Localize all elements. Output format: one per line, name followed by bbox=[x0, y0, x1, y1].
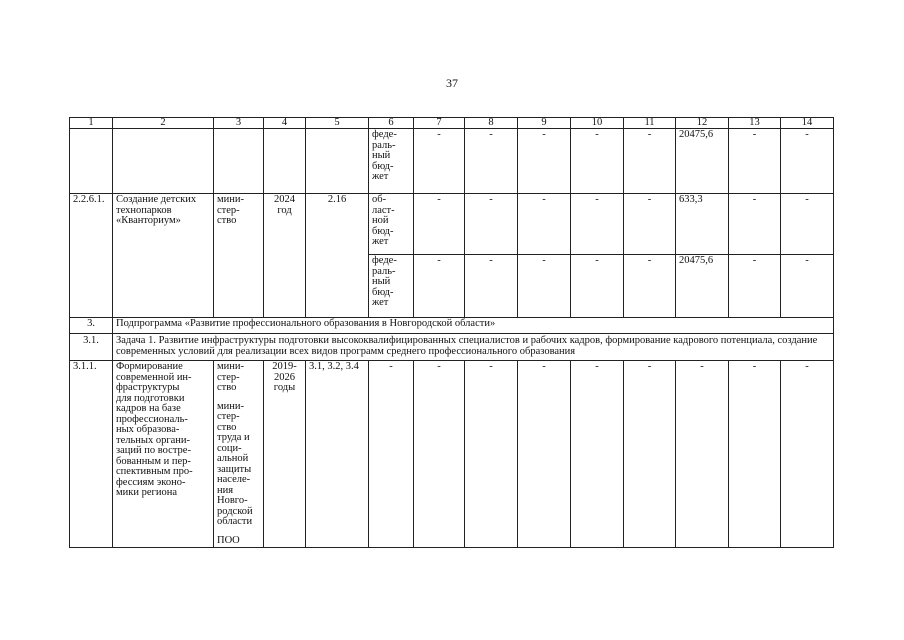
budget-table bbox=[69, 117, 834, 548]
header-cell: 6 bbox=[369, 118, 414, 129]
value-cell: - bbox=[571, 255, 624, 318]
table-row bbox=[70, 334, 834, 361]
header-cell: 7 bbox=[414, 118, 465, 129]
header-cell: 12 bbox=[676, 118, 729, 129]
value-cell: - bbox=[465, 129, 518, 194]
period-cell: 2024 год bbox=[264, 194, 306, 318]
value-cell: - bbox=[414, 194, 465, 255]
row-number-cell: 3.1. bbox=[70, 334, 113, 361]
executor-cell bbox=[214, 361, 264, 548]
task-title-cell: Задача 1. Развитие инфраструктуры подготовки высококвалифицированных специалистов и рабочих кадров, формирование кадрового потенциала, создание современных условий для реализации всех видов программ среднего профессионального образования bbox=[113, 334, 834, 361]
value-cell: - bbox=[518, 255, 571, 318]
value-cell: - bbox=[729, 129, 781, 194]
value-cell: - bbox=[624, 194, 676, 255]
value-cell: - bbox=[414, 361, 465, 548]
value-cell: - bbox=[781, 361, 834, 548]
funding-source-cell: феде- раль- ный бюд- жет bbox=[369, 255, 414, 318]
header-row bbox=[70, 118, 834, 129]
executor-poo: ПОО bbox=[217, 534, 240, 546]
header-cell: 9 bbox=[518, 118, 571, 129]
empty-cell bbox=[70, 129, 113, 194]
header-cell: 4 bbox=[264, 118, 306, 129]
value-cell: - bbox=[414, 255, 465, 318]
header-cell: 5 bbox=[306, 118, 369, 129]
indicator-cell: 2.16 bbox=[306, 194, 369, 318]
subprogram-title-cell: Подпрограмма «Развитие профессионального образования в Новгородской области» bbox=[113, 318, 834, 334]
value-cell: - bbox=[518, 194, 571, 255]
table-row bbox=[70, 194, 834, 255]
value-cell: - bbox=[571, 129, 624, 194]
value-cell: - bbox=[414, 129, 465, 194]
funding-source-cell: феде- раль- ный бюд- жет bbox=[369, 129, 414, 194]
value-cell: - bbox=[571, 361, 624, 548]
empty-cell bbox=[306, 129, 369, 194]
row-number-cell: 2.2.6.1. bbox=[70, 194, 113, 318]
value-cell: - bbox=[729, 194, 781, 255]
empty-cell bbox=[264, 129, 306, 194]
header-cell: 3 bbox=[214, 118, 264, 129]
header-cell: 8 bbox=[465, 118, 518, 129]
header-cell: 10 bbox=[571, 118, 624, 129]
activity-name-cell: Формирование современной ин- фраструктуры для подготовки кадров на базе профессиональ- ных образова- тельных органи- заций по востре- бованным и пер- спективным про- фессиям эконо- мики региона bbox=[113, 361, 214, 548]
value-cell: - bbox=[465, 361, 518, 548]
executor-labor-ministry: мини- стер- ство труда и соци- альной защиты населе- ния Новго- родской области bbox=[217, 400, 253, 527]
header-cell: 1 bbox=[70, 118, 113, 129]
value-cell: 20475,6 bbox=[676, 129, 729, 194]
row-number-cell: 3.1.1. bbox=[70, 361, 113, 548]
executor-ministry: мини- стер- ство bbox=[217, 361, 244, 393]
value-cell: - bbox=[729, 255, 781, 318]
value-cell: - bbox=[518, 129, 571, 194]
header-cell: 14 bbox=[781, 118, 834, 129]
value-cell: - bbox=[465, 194, 518, 255]
activity-name-cell: Создание детских технопарков «Кванториум» bbox=[113, 194, 214, 318]
funding-source-cell: об- ласт- ной бюд- жет bbox=[369, 194, 414, 255]
header-cell: 2 bbox=[113, 118, 214, 129]
period-cell: 2019- 2026 годы bbox=[264, 361, 306, 548]
indicator-cell: 3.1, 3.2, 3.4 bbox=[306, 361, 369, 548]
executor-cell: мини- стер- ство bbox=[214, 194, 264, 318]
value-cell: - bbox=[518, 361, 571, 548]
header-cell: 11 bbox=[624, 118, 676, 129]
empty-cell bbox=[214, 129, 264, 194]
value-cell: - bbox=[781, 194, 834, 255]
value-cell: - bbox=[465, 255, 518, 318]
table-row bbox=[70, 318, 834, 334]
header-cell: 13 bbox=[729, 118, 781, 129]
value-cell: 20475,6 bbox=[676, 255, 729, 318]
row-number-cell: 3. bbox=[70, 318, 113, 334]
value-cell: 633,3 bbox=[676, 194, 729, 255]
table-row bbox=[70, 361, 834, 548]
table-row bbox=[70, 129, 834, 194]
page-number: 37 bbox=[446, 76, 458, 90]
value-cell: - bbox=[369, 361, 414, 548]
value-cell: - bbox=[624, 129, 676, 194]
value-cell: - bbox=[571, 194, 624, 255]
value-cell: - bbox=[676, 361, 729, 548]
value-cell: - bbox=[729, 361, 781, 548]
value-cell: - bbox=[624, 255, 676, 318]
value-cell: - bbox=[624, 361, 676, 548]
value-cell: - bbox=[781, 129, 834, 194]
empty-cell bbox=[113, 129, 214, 194]
value-cell: - bbox=[781, 255, 834, 318]
